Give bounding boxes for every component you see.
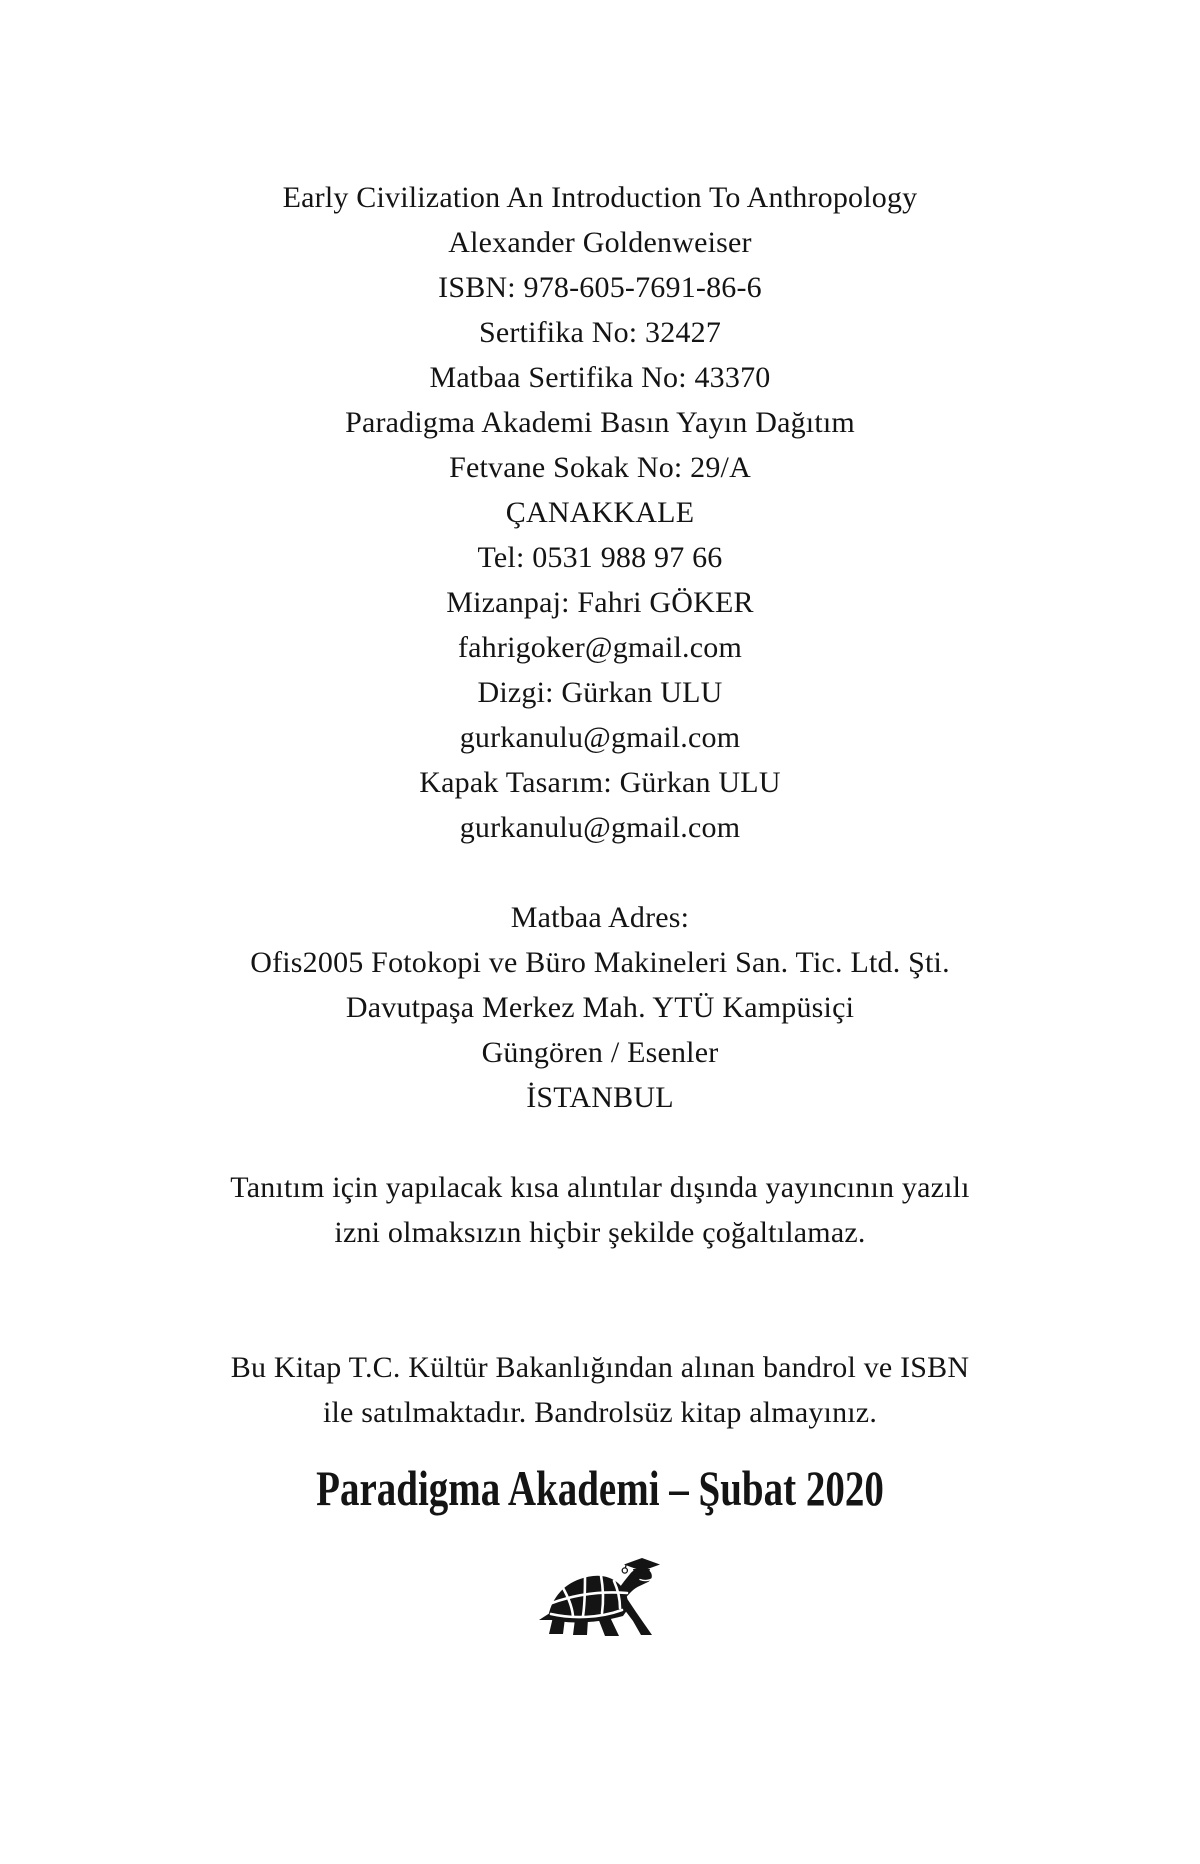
edition-imprint: Paradigma Akademi – Şubat 2020 <box>316 1460 884 1516</box>
turtle-graduation-logo <box>538 1557 662 1643</box>
layout-credit-line: Mizanpaj: Fahri GÖKER <box>446 586 754 619</box>
printer-city-line: İSTANBUL <box>526 1081 674 1114</box>
printer-district-line: Güngören / Esenler <box>481 1036 719 1069</box>
typesetting-credit-line: Dizgi: Gürkan ULU <box>477 676 723 709</box>
publisher-name-line: Paradigma Akademi Basın Yayın Dağıtım <box>345 406 855 439</box>
bandrol-notice-block <box>0 1345 1200 1435</box>
isbn-line: ISBN: 978-605-7691-86-6 <box>438 271 762 304</box>
publisher-logo-area <box>0 1557 1200 1643</box>
printer-certificate-no-line: Matbaa Sertifika No: 43370 <box>429 361 771 394</box>
copyright-notice-line-2: izni olmaksızın hiçbir şekilde çoğaltılamaz. <box>334 1216 866 1249</box>
printer-street-line: Davutpaşa Merkez Mah. YTÜ Kampüsiçi <box>345 991 855 1024</box>
book-title-line: Early Civilization An Introduction To Anthropology <box>282 181 918 214</box>
bandrol-notice-line-1: Bu Kitap T.C. Kültür Bakanlığından alınan bandrol ve ISBN <box>230 1351 970 1384</box>
printer-company-line: Ofis2005 Fotokopi ve Büro Makineleri San. Tic. Ltd. Şti. <box>250 946 950 979</box>
layout-email-line: fahrigoker@gmail.com <box>457 631 743 664</box>
publisher-info-block <box>0 0 1200 850</box>
copyright-notice-block <box>0 1165 1200 1255</box>
publisher-city-line: ÇANAKKALE <box>505 496 695 529</box>
phone-line: Tel: 0531 988 97 66 <box>477 541 723 574</box>
printer-address-block <box>0 895 1200 1120</box>
bandrol-notice-line-2: ile satılmaktadır. Bandrolsüz kitap almayınız. <box>322 1396 878 1429</box>
copyright-notice-line-1: Tanıtım için yapılacak kısa alıntılar dışında yayıncının yazılı <box>230 1171 970 1204</box>
cover-design-credit-line: Kapak Tasarım: Gürkan ULU <box>419 766 781 799</box>
printer-address-heading: Matbaa Adres: <box>510 901 690 934</box>
typesetting-email-line: gurkanulu@gmail.com <box>459 721 741 754</box>
publisher-street-line: Fetvane Sokak No: 29/A <box>449 451 751 484</box>
certificate-no-line: Sertifika No: 32427 <box>478 316 722 349</box>
cover-design-email-line: gurkanulu@gmail.com <box>459 811 741 844</box>
author-line: Alexander Goldenweiser <box>448 226 752 259</box>
